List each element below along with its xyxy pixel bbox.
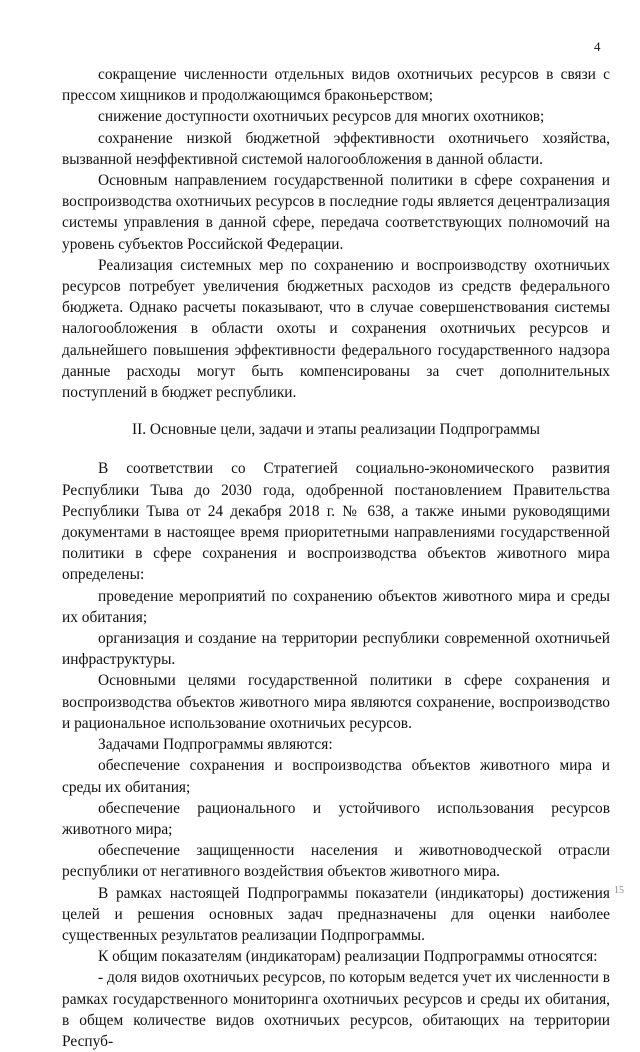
section-heading: II. Основные цели, задачи и этапы реализации Подпрограммы — [131, 421, 540, 439]
paragraph: Задачами Подпрограммы являются: — [98, 736, 333, 754]
page-number: 4 — [594, 39, 601, 54]
paragraph: снижение доступности охотничьих ресурсов для многих охотников; — [98, 108, 545, 126]
paragraph: Основным направлением государственной политики в сфере сохранения и воспроизводства охотничьих ресурсов в последние годы является децентрализация системы управления в данной сфере, передача соответствующих полномочий на уровень субъектов Российской Федерации. — [62, 172, 610, 253]
paragraph: сохранение низкой бюджетной эффективности охотничьего хозяйства, вызванной неэффективной системой налогообложения в данной области. — [62, 129, 610, 168]
paragraph: обеспечение защищенности населения и животноводческой отрасли республики от негативного воздействия объектов животного мира. — [62, 842, 610, 881]
paragraph: проведение мероприятий по сохранению объектов животного мира и среды их обитания; — [62, 587, 610, 626]
paragraph: Реализация системных мер по сохранению и воспроизводству охотничьих ресурсов потребует увеличения бюджетных расходов из средств федерального бюджета. Однако расчеты показывают, что в случае совершенствования системы налогообложения в области охоты и сохранения охотничьих ресурсов и дальнейшего повышения эффективности федерального государственного надзора данные расходы могут быть компенсированы за счет дополнительных поступлений в бюджет республики. — [62, 256, 610, 402]
paragraph: В соответствии со Стратегией социально-экономического развития Республики Тыва до 2030 года, одобренной постановлением Правительства Республики Тыва от 24 декабря 2018 г. № 638, а также иными руководящими документами в настоящее время приоритетными направлениями государственной политики в сфере сохранения и воспроизводства объектов животного мира определены: — [62, 460, 610, 584]
paragraph: обеспечение рационального и устойчивого использования ресурсов животного мира; — [62, 799, 610, 838]
paragraph: - доля видов охотничьих ресурсов, по которым ведется учет их численности в рамках государственного мониторинга охотничьих ресурсов и среды их обитания, в общем количестве видов охотничьих ресурсов, обитающих на территории Респуб- — [62, 969, 610, 1050]
paragraph: К общим показателям (индикаторам) реализации Подпрограммы относятся: — [98, 948, 598, 966]
paragraph: сокращение численности отдельных видов охотничьих ресурсов в связи с прессом хищников и продолжающимся браконьерством; — [62, 66, 610, 105]
document-body — [62, 64, 610, 1052]
paragraph: Основными целями государственной политики в сфере сохранения и воспроизводства объектов животного мира являются сохранение, воспроизводство и рациональное использование охотничьих ресурсов. — [62, 672, 610, 732]
paragraph: организация и создание на территории республики современной охотничьей инфраструктуры. — [62, 630, 610, 669]
corner-mark: 15 — [614, 885, 624, 896]
paragraph: обеспечение сохранения и воспроизводства объектов животного мира и среды их обитания; — [62, 757, 610, 796]
paragraph: В рамках настоящей Подпрограммы показатели (индикаторы) достижения целей и решения основных задач предназначены для оценки наиболее существенных результатов реализации Подпрограммы. — [62, 884, 610, 944]
